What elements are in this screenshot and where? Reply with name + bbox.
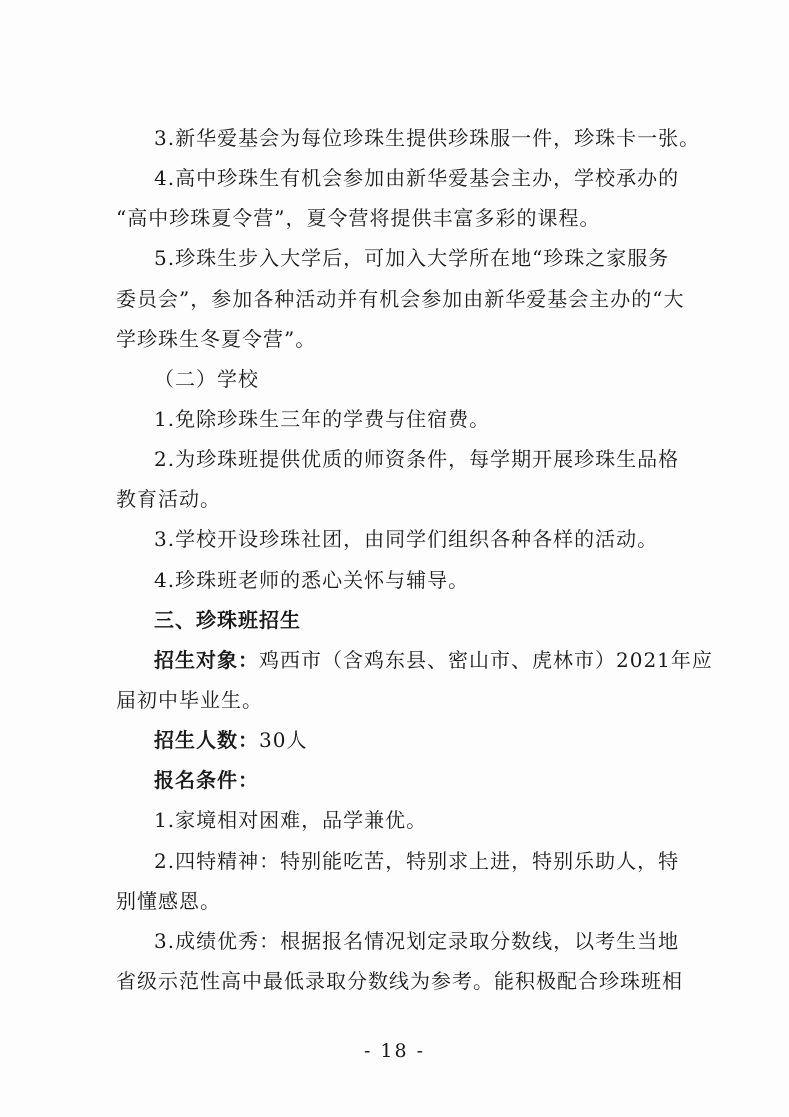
enroll-count-text: 30人 [259, 728, 308, 753]
paragraph-line: 2.为珍珠班提供优质的师资条件，每学期开展珍珠生品格 [154, 447, 680, 472]
paragraph-line: 1.家境相对困难，品学兼优。 [154, 808, 428, 833]
enroll-count-label: 招生人数： [154, 728, 259, 753]
paragraph-line: 1.免除珍珠生三年的学费与住宿费。 [154, 406, 491, 431]
enroll-target-line [116, 646, 713, 674]
paragraph-line: 教育活动。 [116, 487, 221, 512]
paragraph-line: 届初中毕业生。 [116, 687, 263, 712]
paragraph-line: 省级示范性高中最低录取分数线为参考。能积极配合珍珠班相 [116, 968, 683, 993]
paragraph-line: 2.四特精神：特别能吃苦，特别求上进，特别乐助人，特 [154, 848, 680, 873]
enroll-count-line [116, 726, 701, 754]
paragraph-line: 学珍珠生冬夏令营”。 [116, 326, 317, 351]
document-body [116, 124, 713, 1007]
paragraph-line: 5.珍珠生步入大学后，可加入大学所在地“珍珠之家服务 [154, 246, 670, 271]
section-heading-enrollment: 三、珍珠班招生 [154, 607, 301, 632]
paragraph-line: 委员会”，参加各种活动并有机会参加由新华爱基会主办的“大 [116, 286, 685, 311]
paragraph-line: 3.学校开设珍珠社团，由同学们组织各种各样的活动。 [154, 527, 659, 552]
section-heading-school: （二）学校 [154, 366, 259, 391]
paragraph-line: 3.新华爱基会为每位珍珠生提供珍珠服一件，珍珠卡一张。 [154, 126, 701, 150]
paragraph-line: 4.高中珍珠生有机会参加由新华爱基会主办，学校承办的 [154, 166, 680, 191]
paragraph-line: “高中珍珠夏令营”，夏令营将提供丰富多彩的课程。 [116, 206, 601, 231]
page-number: - 18 - [363, 1040, 426, 1062]
paragraph-line: 别懂感恩。 [116, 888, 221, 913]
enroll-target-text: 鸡西市（含鸡东县、密山市、虎林市）2021年应 [259, 647, 713, 672]
paragraph-line: 3.成绩优秀：根据报名情况划定录取分数线，以考生当地 [154, 928, 680, 953]
enroll-target-label: 招生对象： [154, 647, 259, 672]
conditions-label: 报名条件： [154, 768, 259, 793]
paragraph-line: 4.珍珠班老师的悉心关怀与辅导。 [154, 567, 470, 592]
